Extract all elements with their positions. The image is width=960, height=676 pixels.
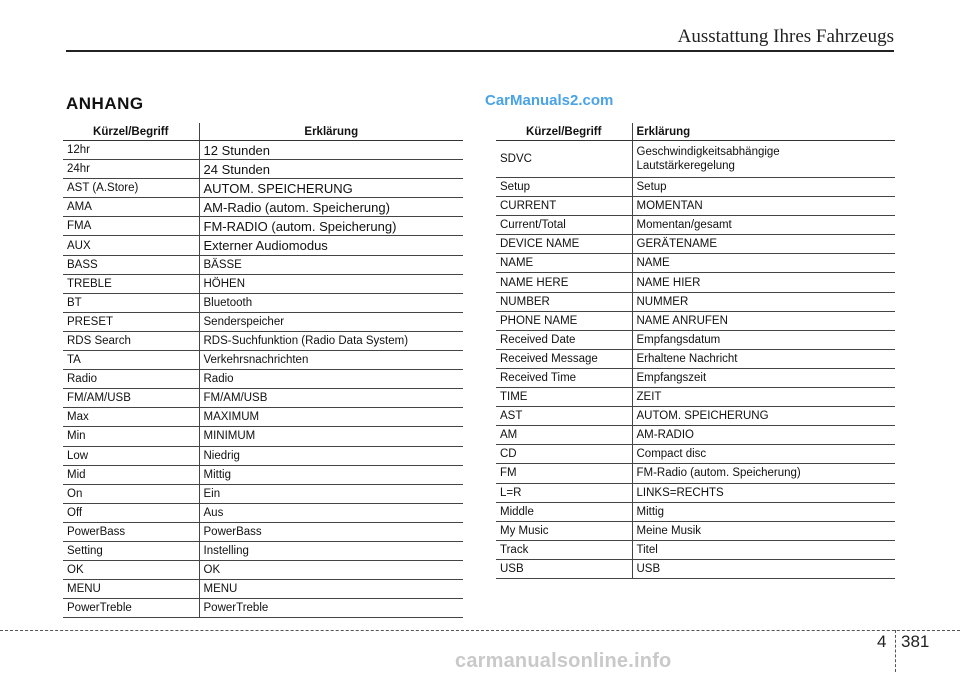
explanation-cell: MINIMUM — [199, 427, 463, 446]
term-cell: CURRENT — [496, 197, 632, 216]
explanation-cell: Empfangsdatum — [632, 330, 895, 349]
table-row — [63, 312, 463, 331]
explanation-cell: Externer Audiomodus — [199, 236, 463, 255]
table-row — [63, 351, 463, 370]
table-row — [63, 255, 463, 274]
term-cell: Max — [63, 408, 199, 427]
watermark-bottom: carmanualsonline.info — [455, 650, 672, 672]
explanation-cell — [632, 141, 895, 178]
term-cell: MENU — [63, 580, 199, 599]
footer-rule — [0, 630, 960, 631]
table-row — [496, 349, 895, 368]
term-cell: SDVC — [496, 141, 632, 178]
term-cell: NAME — [496, 254, 632, 273]
page-number-value: 381 — [901, 632, 930, 651]
explanation-cell: PowerTreble — [199, 599, 463, 618]
table-row — [496, 540, 895, 559]
explanation-cell: Aus — [199, 503, 463, 522]
term-cell: Setting — [63, 541, 199, 560]
term-cell: BASS — [63, 255, 199, 274]
explanation-cell: NAME ANRUFEN — [632, 311, 895, 330]
table-row — [63, 484, 463, 503]
term-cell: AM — [496, 426, 632, 445]
term-cell: PowerTreble — [63, 599, 199, 618]
explanation-cell: 12 Stunden — [199, 141, 463, 160]
explanation-cell: Verkehrsnachrichten — [199, 351, 463, 370]
header-title: Ausstattung Ihres Fahrzeugs — [677, 26, 894, 47]
term-cell: PowerBass — [63, 522, 199, 541]
table-row — [496, 407, 895, 426]
table-row — [496, 197, 895, 216]
explanation-cell: Setup — [632, 178, 895, 197]
term-cell: TIME — [496, 388, 632, 407]
table-row — [63, 179, 463, 198]
explanation-cell: HÖHEN — [199, 274, 463, 293]
table-row — [496, 330, 895, 349]
explanation-cell: Mittig — [632, 502, 895, 521]
term-cell: NAME HERE — [496, 273, 632, 292]
explanation-cell: Radio — [199, 370, 463, 389]
explanation-cell: Mittig — [199, 465, 463, 484]
explanation-cell: FM-Radio (autom. Speicherung) — [632, 464, 895, 483]
explanation-cell: FM-RADIO (autom. Speicherung) — [199, 217, 463, 236]
table-row — [496, 254, 895, 273]
term-cell: PRESET — [63, 312, 199, 331]
column-header-explanation: Erklärung — [199, 123, 463, 141]
table-row — [496, 368, 895, 387]
table-row — [63, 408, 463, 427]
term-cell: CD — [496, 445, 632, 464]
table-row — [496, 178, 895, 197]
term-cell: Current/Total — [496, 216, 632, 235]
table-row — [496, 559, 895, 578]
table-row — [63, 160, 463, 179]
explanation-cell: BÄSSE — [199, 255, 463, 274]
explanation-cell: RDS-Suchfunktion (Radio Data System) — [199, 331, 463, 350]
table-row — [496, 141, 895, 178]
term-cell: AMA — [63, 198, 199, 217]
explanation-cell: Senderspeicher — [199, 312, 463, 331]
term-cell: OK — [63, 561, 199, 580]
left-glossary-table — [63, 123, 463, 618]
table-row — [63, 599, 463, 618]
term-cell: On — [63, 484, 199, 503]
chapter-number: 4 — [877, 632, 887, 651]
table-row — [63, 522, 463, 541]
term-cell: AUX — [63, 236, 199, 255]
explanation-cell: PowerBass — [199, 522, 463, 541]
explanation-cell: OK — [199, 561, 463, 580]
term-cell: Received Time — [496, 368, 632, 387]
table-row — [63, 141, 463, 160]
term-cell: Received Message — [496, 349, 632, 368]
explanation-cell: Empfangszeit — [632, 368, 895, 387]
explanation-cell: MOMENTAN — [632, 197, 895, 216]
term-cell: FM/AM/USB — [63, 389, 199, 408]
table-row — [63, 389, 463, 408]
explanation-cell: NAME HIER — [632, 273, 895, 292]
explanation-cell: Bluetooth — [199, 293, 463, 312]
table-row — [63, 580, 463, 599]
term-cell: Track — [496, 540, 632, 559]
explanation-cell: Instelling — [199, 541, 463, 560]
explanation-cell: AM-Radio (autom. Speicherung) — [199, 198, 463, 217]
table-row — [496, 388, 895, 407]
table-row — [63, 446, 463, 465]
term-cell: BT — [63, 293, 199, 312]
explanation-cell: AUTOM. SPEICHERUNG — [199, 179, 463, 198]
term-cell: TA — [63, 351, 199, 370]
column-header-explanation: Erklärung — [632, 123, 895, 141]
term-cell: USB — [496, 559, 632, 578]
explanation-cell: GERÄTENAME — [632, 235, 895, 254]
term-cell: DEVICE NAME — [496, 235, 632, 254]
explanation-cell: AM-RADIO — [632, 426, 895, 445]
explanation-cell: Momentan/gesamt — [632, 216, 895, 235]
table-row — [63, 541, 463, 560]
term-cell: Setup — [496, 178, 632, 197]
table-row — [63, 236, 463, 255]
table-row — [63, 274, 463, 293]
table-row — [496, 235, 895, 254]
explanation-cell: Meine Musik — [632, 521, 895, 540]
table-header-row — [496, 123, 895, 141]
watermark-top: CarManuals2.com — [485, 92, 614, 109]
table-row — [496, 273, 895, 292]
explanation-cell: Erhaltene Nachricht — [632, 349, 895, 368]
explanation-cell: 24 Stunden — [199, 160, 463, 179]
term-cell: My Music — [496, 521, 632, 540]
explanation-line: Geschwindigkeitsabhängige — [636, 146, 780, 158]
explanation-line: Lautstärkeregelung — [636, 160, 735, 172]
section-title: ANHANG — [66, 94, 144, 113]
table-header-row — [63, 123, 463, 141]
term-cell: PHONE NAME — [496, 311, 632, 330]
table-row — [496, 216, 895, 235]
page-number-separator — [895, 630, 896, 672]
explanation-cell: MAXIMUM — [199, 408, 463, 427]
header-rule — [66, 50, 894, 52]
table-row — [63, 198, 463, 217]
explanation-cell: Titel — [632, 540, 895, 559]
term-cell: FMA — [63, 217, 199, 236]
table-row — [63, 427, 463, 446]
term-cell: AST — [496, 407, 632, 426]
table-row — [63, 465, 463, 484]
explanation-cell: Compact disc — [632, 445, 895, 464]
explanation-cell: LINKS=RECHTS — [632, 483, 895, 502]
term-cell: RDS Search — [63, 331, 199, 350]
table-row — [63, 217, 463, 236]
term-cell: AST (A.Store) — [63, 179, 199, 198]
term-cell: Off — [63, 503, 199, 522]
term-cell: Middle — [496, 502, 632, 521]
table-row — [63, 331, 463, 350]
explanation-cell: USB — [632, 559, 895, 578]
term-cell: Mid — [63, 465, 199, 484]
table-row — [63, 293, 463, 312]
table-row — [496, 292, 895, 311]
column-header-term: Kürzel/Begriff — [63, 123, 199, 141]
table-row — [63, 370, 463, 389]
table-row — [496, 426, 895, 445]
table-row — [496, 502, 895, 521]
table-row — [496, 483, 895, 502]
explanation-cell: ZEIT — [632, 388, 895, 407]
term-cell: NUMBER — [496, 292, 632, 311]
term-cell: Received Date — [496, 330, 632, 349]
term-cell: 12hr — [63, 141, 199, 160]
term-cell: FM — [496, 464, 632, 483]
explanation-cell: AUTOM. SPEICHERUNG — [632, 407, 895, 426]
term-cell: L=R — [496, 483, 632, 502]
column-header-term: Kürzel/Begriff — [496, 123, 632, 141]
explanation-cell: Ein — [199, 484, 463, 503]
explanation-cell: Niedrig — [199, 446, 463, 465]
table-row — [496, 311, 895, 330]
term-cell: Radio — [63, 370, 199, 389]
term-cell: Low — [63, 446, 199, 465]
table-row — [63, 503, 463, 522]
right-glossary-table — [496, 123, 895, 579]
table-row — [496, 464, 895, 483]
explanation-cell: MENU — [199, 580, 463, 599]
explanation-cell: NUMMER — [632, 292, 895, 311]
term-cell: Min — [63, 427, 199, 446]
explanation-cell: FM/AM/USB — [199, 389, 463, 408]
explanation-cell: NAME — [632, 254, 895, 273]
term-cell: TREBLE — [63, 274, 199, 293]
table-row — [496, 445, 895, 464]
table-row — [496, 521, 895, 540]
table-row — [63, 561, 463, 580]
term-cell: 24hr — [63, 160, 199, 179]
